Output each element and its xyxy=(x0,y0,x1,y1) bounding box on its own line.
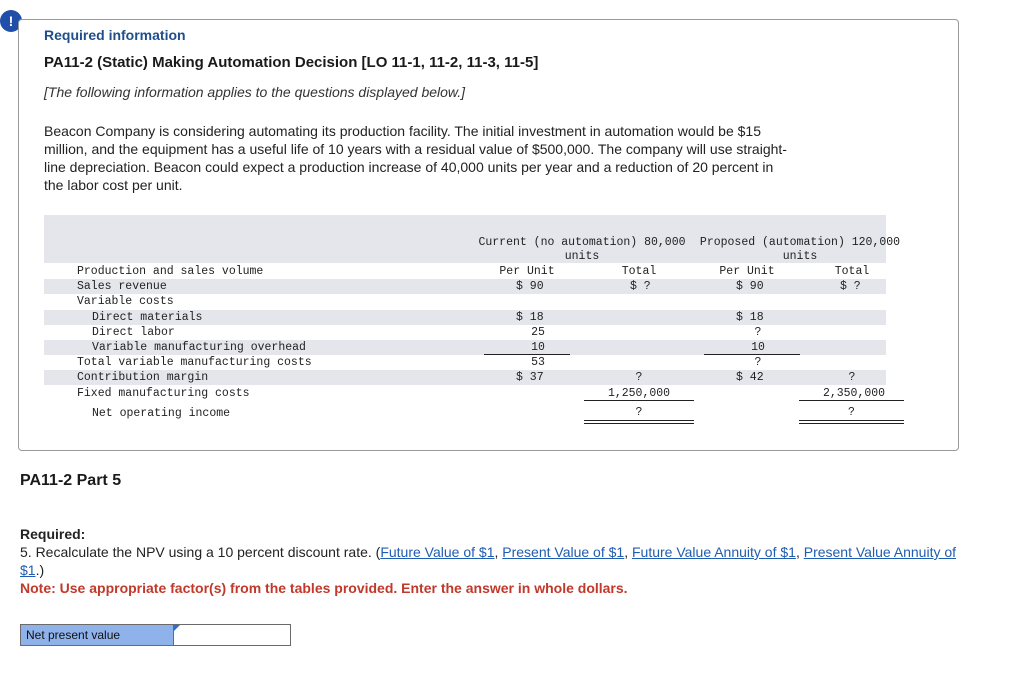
question-suffix: .) xyxy=(35,562,45,578)
flag-icon xyxy=(174,625,180,631)
part-title: PA11-2 Part 5 xyxy=(20,472,122,489)
present-value-link[interactable]: Present Value of $1 xyxy=(502,544,625,560)
current-per-unit-value: 10 xyxy=(531,341,545,354)
current-total-value: ? xyxy=(635,371,643,384)
row-label: Direct labor xyxy=(92,326,175,339)
current-per-unit-value: $ 37 xyxy=(516,371,544,384)
proposed-per-unit-value: $ 90 xyxy=(736,280,764,293)
proposed-header-units: units xyxy=(782,250,818,263)
npv-input[interactable] xyxy=(174,625,290,645)
required-heading: Required: xyxy=(20,526,86,542)
current-total-value: $ ? xyxy=(630,280,651,293)
proposed-total-value: $ ? xyxy=(840,280,861,293)
answer-note: Note: Use appropriate factor(s) from the tables provided. Enter the answer in whole dollars. xyxy=(20,580,628,596)
alert-icon: ! xyxy=(0,10,22,32)
current-total-value: 1,250,000 xyxy=(607,387,671,400)
income-statement-table xyxy=(44,215,901,420)
present-value-annuity-link[interactable]: Present Value Annuity of $1 xyxy=(20,544,957,578)
link-separator: , xyxy=(494,544,503,560)
problem-description xyxy=(44,122,894,194)
current-total-header: Total xyxy=(621,265,657,278)
row-label: Total variable manufacturing costs xyxy=(77,356,312,369)
question-text xyxy=(20,543,980,579)
description-line: line depreciation. Beacon could expect a production increase of 40,000 units per year and a reduction of 20 percent in xyxy=(44,159,774,175)
description-line: Beacon Company is considering automating its production facility. The initial investment in automation would be $15 xyxy=(44,123,761,139)
description-line: million, and the equipment has a useful life of 10 years with a residual value of $500,000. The company will use straight- xyxy=(44,141,787,157)
proposed-header: Proposed (automation) 120,000 xyxy=(699,236,901,249)
proposed-per-unit-value: 10 xyxy=(751,341,765,354)
row-label: Variable manufacturing overhead xyxy=(92,341,306,354)
npv-label: Net present value xyxy=(21,625,173,645)
current-per-unit-header: Per Unit xyxy=(499,265,555,278)
current-total-value: ? xyxy=(635,406,643,419)
current-header: Current (no automation) 80,000 xyxy=(478,236,686,249)
row-label: Net operating income xyxy=(92,407,231,420)
row-label: Sales revenue xyxy=(77,280,167,293)
total-double-line xyxy=(799,420,904,424)
row-label: Direct materials xyxy=(92,311,203,324)
proposed-per-unit-value: $ 18 xyxy=(736,311,764,324)
link-separator: , xyxy=(624,544,632,560)
npv-answer-row xyxy=(20,624,291,646)
proposed-per-unit-header: Per Unit xyxy=(719,265,775,278)
proposed-per-unit-value: ? xyxy=(754,356,762,369)
total-double-line xyxy=(584,420,694,424)
proposed-per-unit-value: ? xyxy=(754,326,762,339)
future-value-link[interactable]: Future Value of $1 xyxy=(380,544,495,560)
required-section xyxy=(20,525,980,597)
question-prefix: 5. Recalculate the NPV using a 10 percent discount rate. ( xyxy=(20,544,381,560)
row-label: Fixed manufacturing costs xyxy=(77,387,250,400)
description-line: the labor cost per unit. xyxy=(44,177,183,193)
proposed-total-value: 2,350,000 xyxy=(822,387,886,400)
subtotal-line xyxy=(584,400,694,401)
proposed-total-value: ? xyxy=(848,371,856,384)
row-label: Variable costs xyxy=(77,295,174,308)
proposed-per-unit-value: $ 42 xyxy=(736,371,764,384)
applies-note: [The following information applies to the questions displayed below.] xyxy=(44,84,466,100)
row-label: Production and sales volume xyxy=(77,265,264,278)
current-per-unit-value: 25 xyxy=(531,326,545,339)
proposed-total-value: ? xyxy=(848,406,855,419)
proposed-total-header: Total xyxy=(834,265,870,278)
current-per-unit-value: $ 18 xyxy=(516,311,544,324)
current-per-unit-value: 53 xyxy=(531,356,545,369)
subtotal-line xyxy=(799,400,904,401)
current-header-units: units xyxy=(564,250,600,263)
future-value-annuity-link[interactable]: Future Value Annuity of $1 xyxy=(631,544,796,560)
link-separator: , xyxy=(795,544,804,560)
row-label: Contribution margin xyxy=(77,371,209,384)
npv-input-cell xyxy=(173,625,290,645)
current-per-unit-value: $ 90 xyxy=(516,280,544,293)
problem-title: PA11-2 (Static) Making Automation Decision [LO 11-1, 11-2, 11-3, 11-5] xyxy=(44,54,539,71)
required-information-heading: Required information xyxy=(44,27,186,43)
